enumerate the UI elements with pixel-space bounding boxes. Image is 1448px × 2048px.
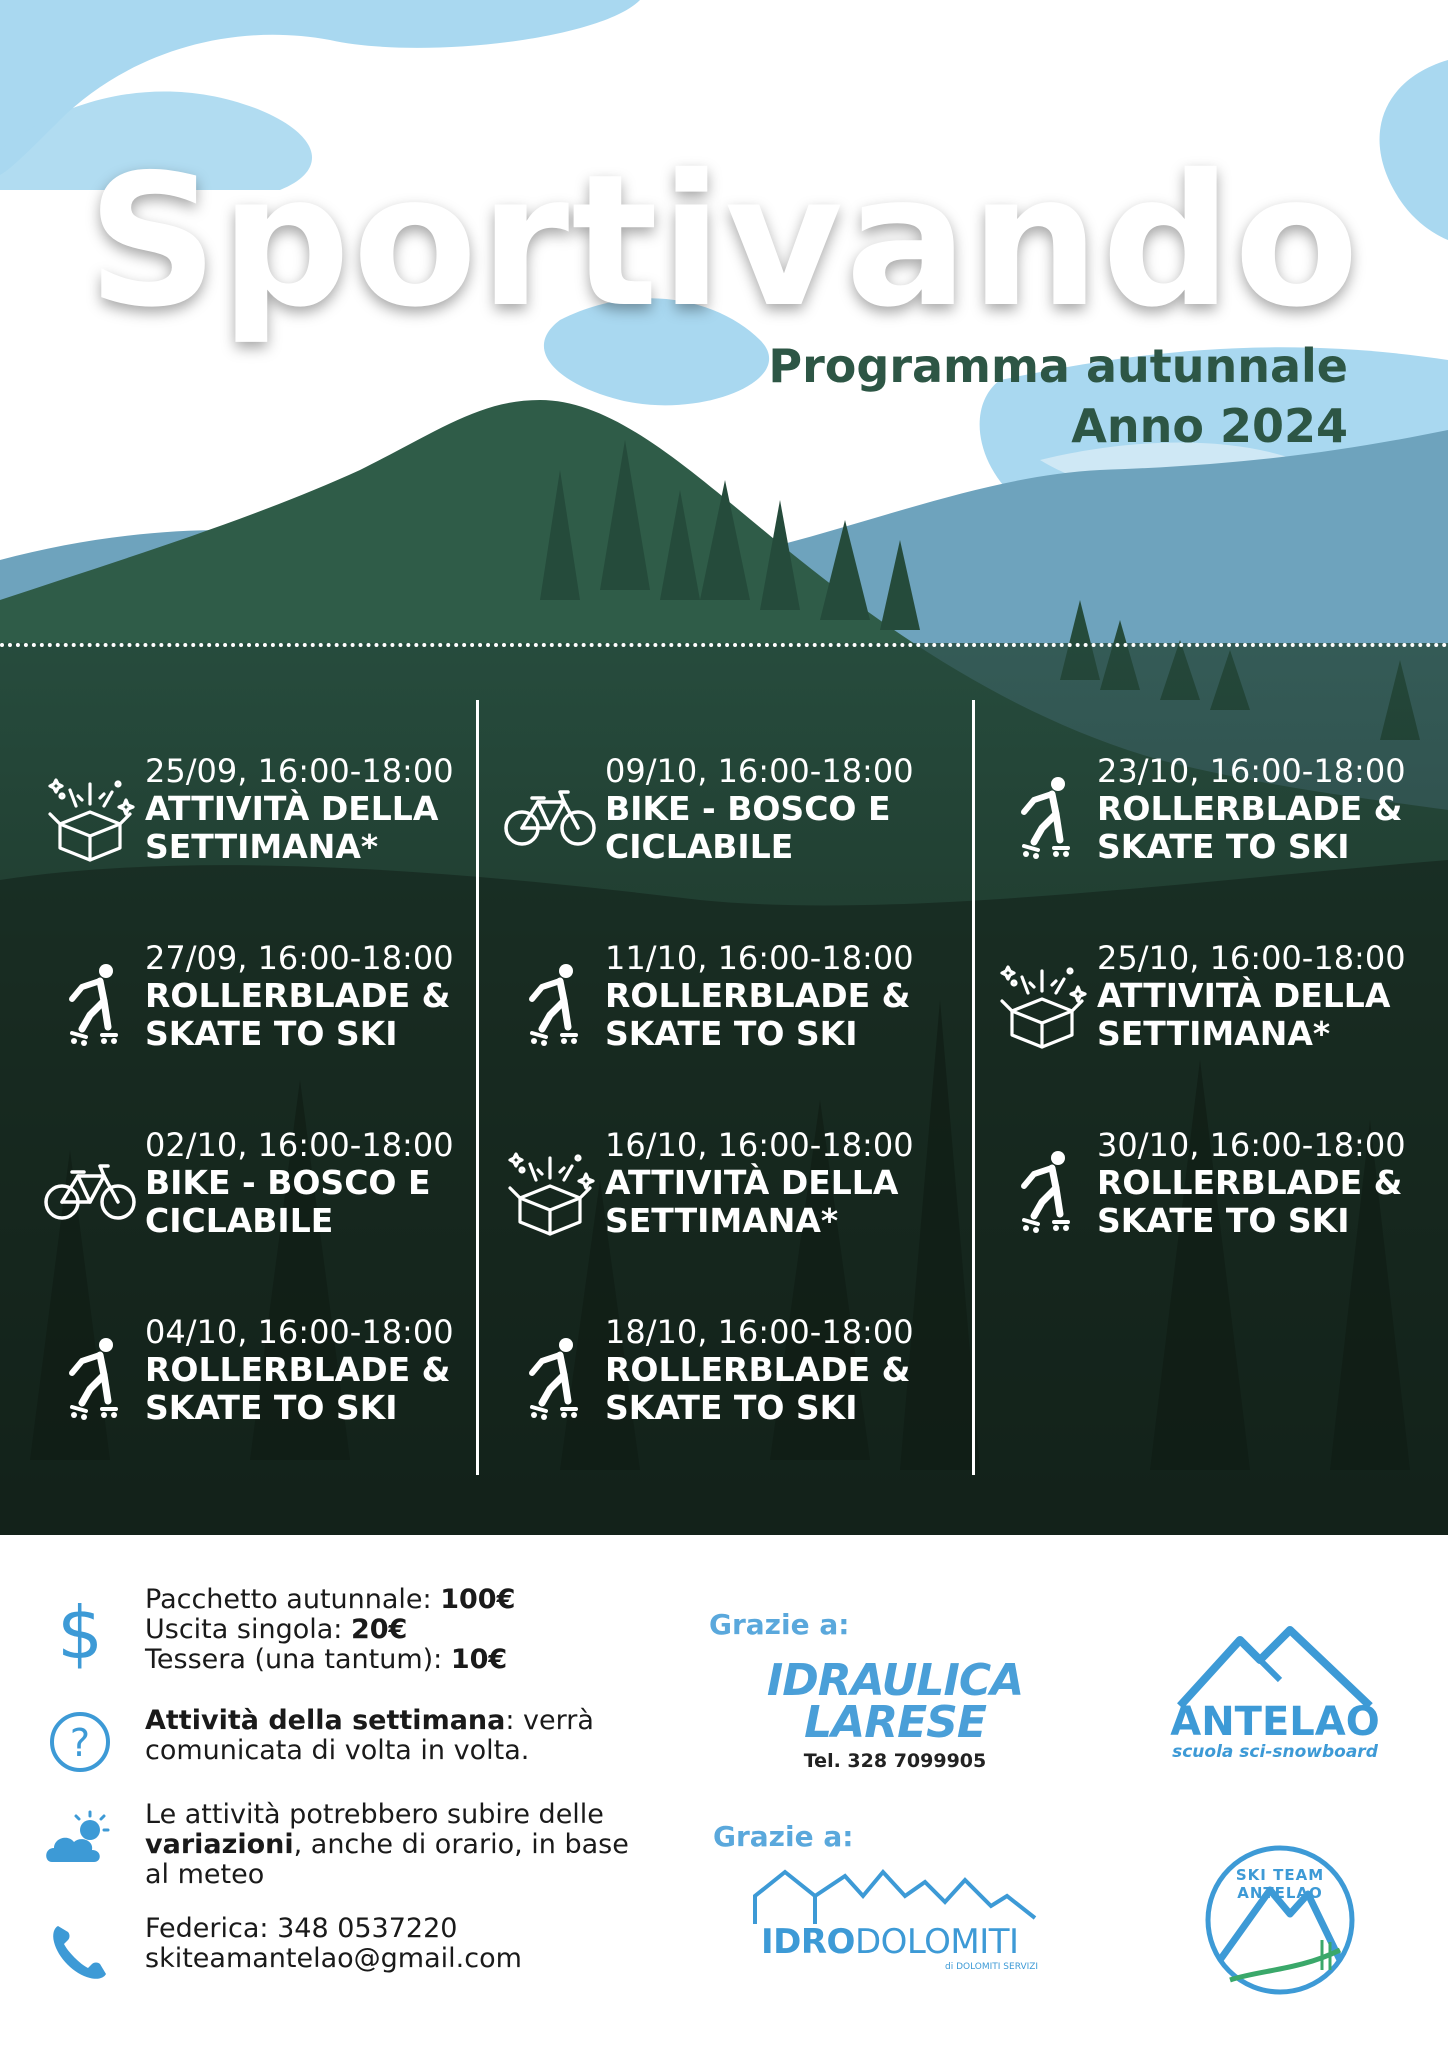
pricing-label: Uscita singola:	[145, 1614, 351, 1645]
svg-text:?: ?	[69, 1721, 91, 1765]
event-activity: ATTIVITÀ DELLA	[605, 1163, 899, 1202]
event-activity: ROLLERBLADE &	[605, 1350, 911, 1389]
poster-subtitle	[768, 336, 1348, 456]
event-activity: CICLABILE	[145, 1201, 334, 1240]
schedule-item	[994, 752, 1414, 882]
weekly-title: Attività della settimana	[145, 1705, 506, 1736]
event-activity: SKATE TO SKI	[605, 1014, 858, 1053]
logo-subtext: scuola sci-snowboard	[1172, 1742, 1378, 1762]
svg-text:$: $	[57, 1591, 103, 1670]
schedule-item	[994, 939, 1414, 1069]
schedule-item	[42, 752, 462, 882]
bicycle-icon	[42, 1144, 138, 1240]
weather-cloud-icon	[40, 1800, 120, 1880]
logo-text: IDRAULICA	[766, 1655, 1024, 1706]
event-date: 23/10, 16:00-18:00	[1097, 752, 1406, 790]
contact-email[interactable]: skiteamantelao@gmail.com	[145, 1943, 522, 1974]
ski-team-antelao-logo	[1190, 1830, 1370, 2010]
contact-phone[interactable]: Federica: 348 0537220	[145, 1913, 458, 1944]
schedule-item	[502, 1313, 922, 1443]
thanks-label: Grazie a:	[709, 1608, 850, 1641]
event-date: 25/10, 16:00-18:00	[1097, 939, 1406, 977]
phone-icon	[40, 1912, 120, 1992]
event-date: 30/10, 16:00-18:00	[1097, 1126, 1406, 1164]
event-date: 16/10, 16:00-18:00	[605, 1126, 914, 1164]
logo-text: DOLOMITI	[854, 1922, 1019, 1962]
event-date: 27/09, 16:00-18:00	[145, 939, 454, 977]
event-activity: SKATE TO SKI	[605, 1388, 858, 1427]
antelao-school-logo	[1160, 1620, 1390, 1770]
weather-text: al meteo	[145, 1859, 265, 1890]
skater-icon	[502, 957, 598, 1053]
event-date: 11/10, 16:00-18:00	[605, 939, 914, 977]
schedule-item	[994, 1126, 1414, 1256]
schedule-item	[502, 1126, 922, 1256]
logo-phone: Tel. 328 7099905	[803, 1750, 987, 1772]
event-date: 04/10, 16:00-18:00	[145, 1313, 454, 1351]
schedule-item	[42, 939, 462, 1069]
event-activity: ROLLERBLADE &	[145, 976, 451, 1015]
logo-text: IDRO	[761, 1922, 855, 1962]
schedule-item	[42, 1126, 462, 1256]
pricing-label: Pacchetto autunnale:	[145, 1584, 441, 1615]
weather-text: Le attività potrebbero subire delle	[145, 1799, 604, 1830]
skater-icon	[42, 957, 138, 1053]
event-date: 02/10, 16:00-18:00	[145, 1126, 454, 1164]
schedule-item	[502, 752, 922, 882]
event-activity: SETTIMANA*	[1097, 1014, 1331, 1053]
column-divider	[476, 700, 479, 1475]
idraulica-larese-logo	[765, 1655, 1025, 1780]
dollar-icon	[40, 1590, 120, 1670]
logo-text: ANTELAO	[1170, 1699, 1380, 1745]
event-activity: SKATE TO SKI	[145, 1014, 398, 1053]
subtitle-year: Anno 2024	[1071, 399, 1348, 453]
weekly-text: : verrà	[505, 1705, 594, 1736]
event-activity: ROLLERBLADE &	[1097, 1163, 1403, 1202]
mountain-icon	[1160, 1620, 1390, 1710]
idrodolomiti-logo	[745, 1862, 1045, 1982]
schedule-item	[42, 1313, 462, 1443]
gift-box-icon	[42, 770, 138, 866]
pricing-value: 10€	[450, 1644, 508, 1675]
schedule-item	[502, 939, 922, 1069]
event-activity: ATTIVITÀ DELLA	[145, 789, 439, 828]
event-activity: BIKE - BOSCO E	[145, 1163, 431, 1202]
weather-text: , anche di orario, in base	[293, 1829, 629, 1860]
event-activity: CICLABILE	[605, 827, 794, 866]
event-activity: ROLLERBLADE &	[1097, 789, 1403, 828]
thanks-label: Grazie a:	[713, 1820, 854, 1853]
event-activity: BIKE - BOSCO E	[605, 789, 891, 828]
event-date: 25/09, 16:00-18:00	[145, 752, 454, 790]
pricing-label: Tessera (una tantum):	[145, 1644, 451, 1675]
skater-icon	[502, 1331, 598, 1427]
event-activity: ROLLERBLADE &	[605, 976, 911, 1015]
subtitle-line: Programma autunnale	[768, 339, 1348, 393]
event-activity: ATTIVITÀ DELLA	[1097, 976, 1391, 1015]
weekly-text: comunicata di volta in volta.	[145, 1735, 530, 1766]
skater-icon	[994, 770, 1090, 866]
event-date: 09/10, 16:00-18:00	[605, 752, 914, 790]
event-date: 18/10, 16:00-18:00	[605, 1313, 914, 1351]
skater-icon	[42, 1331, 138, 1427]
gift-box-icon	[502, 1144, 598, 1240]
question-icon	[40, 1702, 120, 1782]
bicycle-icon	[502, 770, 598, 866]
logo-subtext: di DOLOMITI SERVIZI	[945, 1962, 1039, 1972]
skater-icon	[994, 1144, 1090, 1240]
event-activity: SKATE TO SKI	[145, 1388, 398, 1427]
event-activity: SETTIMANA*	[145, 827, 379, 866]
weather-keyword: variazioni	[145, 1829, 294, 1860]
event-activity: SKATE TO SKI	[1097, 1201, 1350, 1240]
pricing-value: 20€	[350, 1614, 408, 1645]
event-activity: SETTIMANA*	[605, 1201, 839, 1240]
column-divider	[972, 700, 975, 1475]
poster-title: Sportivando	[87, 135, 1361, 347]
event-activity: ROLLERBLADE &	[145, 1350, 451, 1389]
pricing-value: 100€	[440, 1584, 516, 1615]
dotted-divider	[0, 643, 1448, 647]
logo-text: SKI TEAM ANTELAO	[1235, 1866, 1325, 1902]
event-activity: SKATE TO SKI	[1097, 827, 1350, 866]
logo-text: LARESE	[804, 1697, 986, 1748]
gift-box-icon	[994, 957, 1090, 1053]
